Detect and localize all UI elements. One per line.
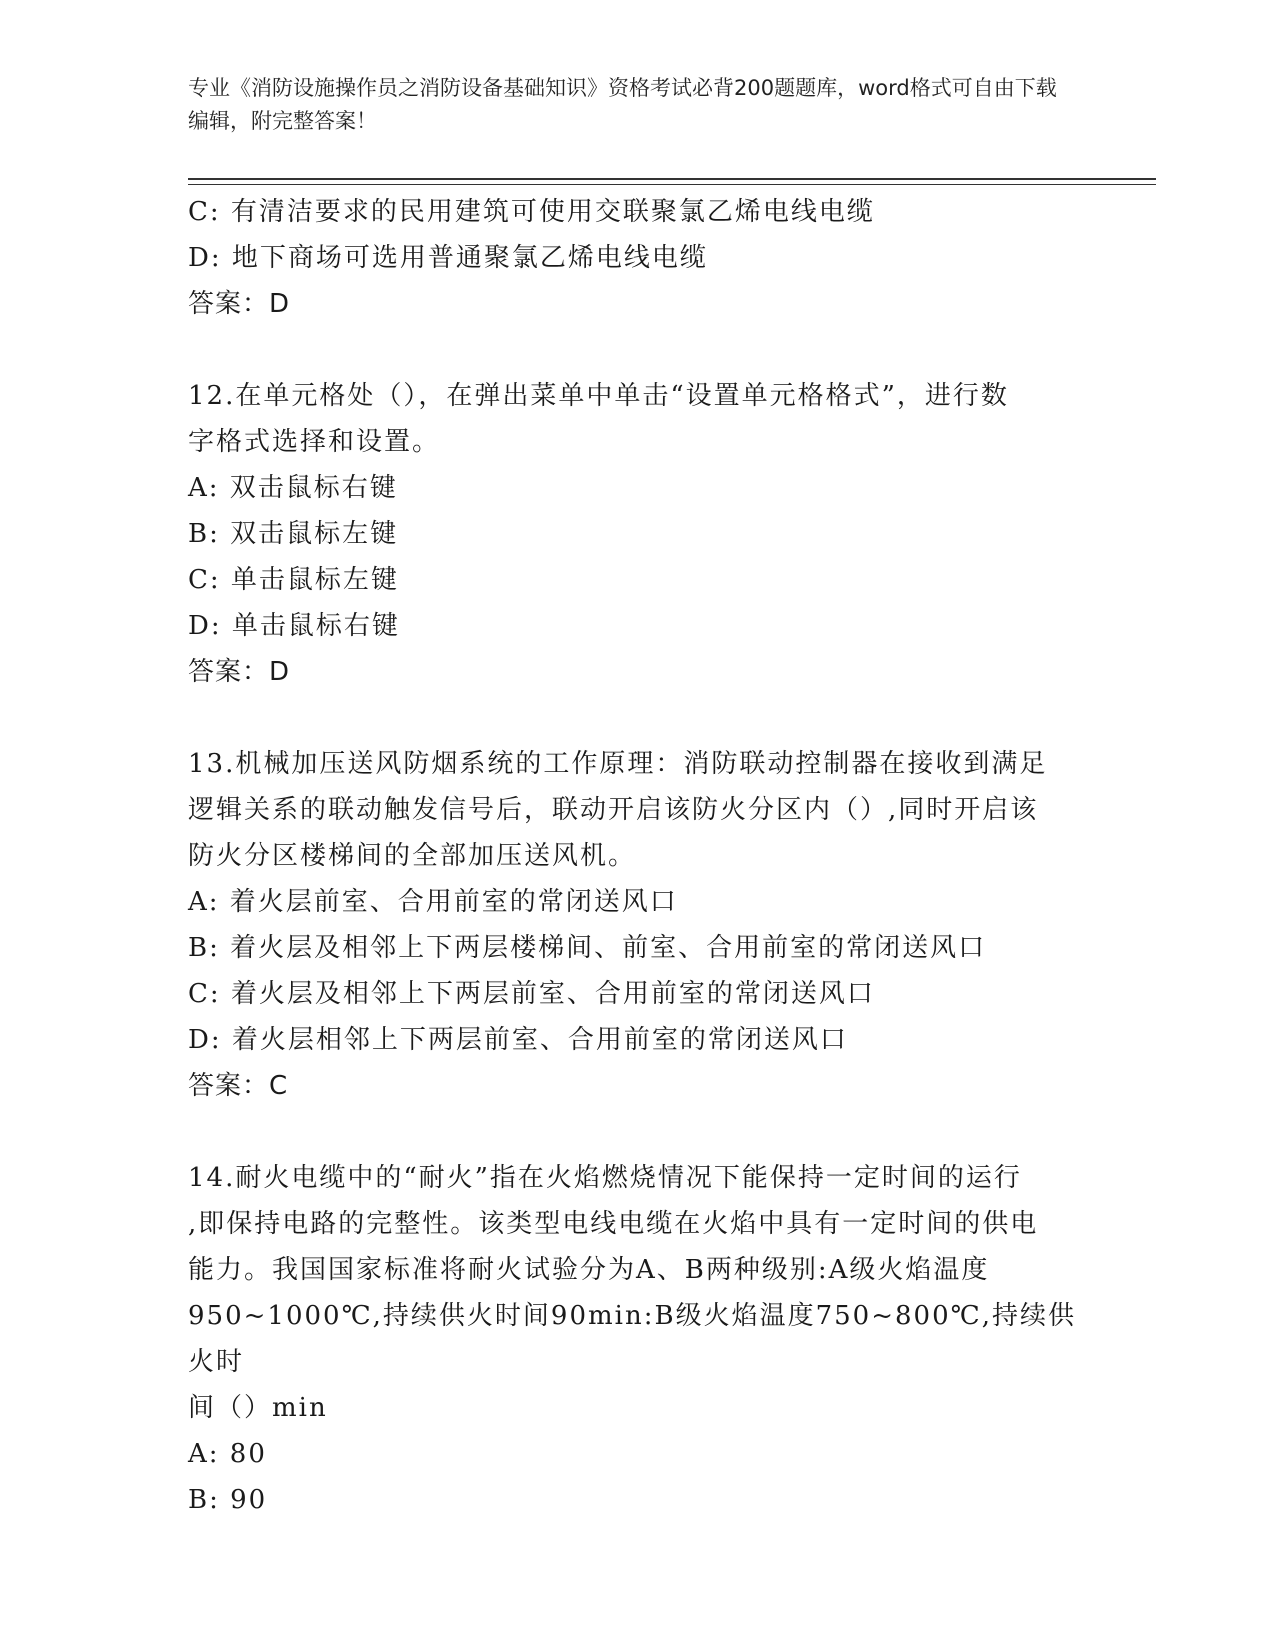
option-b: B: 90 xyxy=(188,1485,268,1515)
question-stem: 950~1000℃,持续供火时间90min:B级火焰温度750~800℃,持续供火时 xyxy=(188,1301,1076,1377)
option-b: B: 双击鼠标左键 xyxy=(188,519,399,549)
option-b: B: 着火层及相邻上下两层楼梯间、前室、合用前室的常闭送风口 xyxy=(188,933,987,963)
option-a: A: 着火层前室、合用前室的常闭送风口 xyxy=(188,887,678,917)
header-divider-thick xyxy=(188,178,1156,180)
option-a: A: 80 xyxy=(188,1439,267,1469)
header-text: 专业《消防设施操作员之消防设备基础知识》资格考试必背200题题库，word格式可自由下载编辑，附完整答案！ xyxy=(188,76,1057,133)
question-stem: 13.机械加压送风防烟系统的工作原理：消防联动控制器在接收到满足 xyxy=(188,749,1048,779)
option-d: D: 着火层相邻上下两层前室、合用前室的常闭送风口 xyxy=(188,1025,848,1055)
question-11 xyxy=(188,189,1088,327)
option-c: C: 着火层及相邻上下两层前室、合用前室的常闭送风口 xyxy=(188,979,875,1009)
option-c: C: 有清洁要求的民用建筑可使用交联聚氯乙烯电线电缆 xyxy=(188,197,875,227)
answer: 答案：D xyxy=(188,657,291,687)
option-c: C: 单击鼠标左键 xyxy=(188,565,399,595)
answer: 答案：D xyxy=(188,289,291,319)
question-14 xyxy=(188,1155,1088,1523)
question-stem: 14.耐火电缆中的“耐火”指在火焰燃烧情况下能保持一定时间的运行 xyxy=(188,1163,1022,1193)
question-12 xyxy=(188,373,1088,695)
question-stem: 防火分区楼梯间的全部加压送风机。 xyxy=(188,841,637,871)
question-stem: ,即保持电路的完整性。该类型电线电缆在火焰中具有一定时间的供电 xyxy=(188,1209,1039,1239)
document-header xyxy=(188,72,1068,138)
question-stem: 字格式选择和设置。 xyxy=(188,427,441,457)
question-stem: 12.在单元格处（），在弹出菜单中单击“设置单元格格式”，进行数 xyxy=(188,381,1009,411)
option-a: A: 双击鼠标右键 xyxy=(188,473,398,503)
option-d: D: 地下商场可选用普通聚氯乙烯电线电缆 xyxy=(188,243,708,273)
question-content xyxy=(188,189,1088,1523)
question-stem: 逻辑关系的联动触发信号后，联动开启该防火分区内（）,同时开启该 xyxy=(188,795,1039,825)
answer: 答案：C xyxy=(188,1071,289,1101)
question-stem: 间（）min xyxy=(188,1393,328,1423)
question-13 xyxy=(188,741,1088,1109)
option-d: D: 单击鼠标右键 xyxy=(188,611,400,641)
question-stem: 能力。我国国家标准将耐火试验分为A、B两种级别:A级火焰温度 xyxy=(188,1255,990,1285)
header-divider-thin xyxy=(188,184,1156,185)
